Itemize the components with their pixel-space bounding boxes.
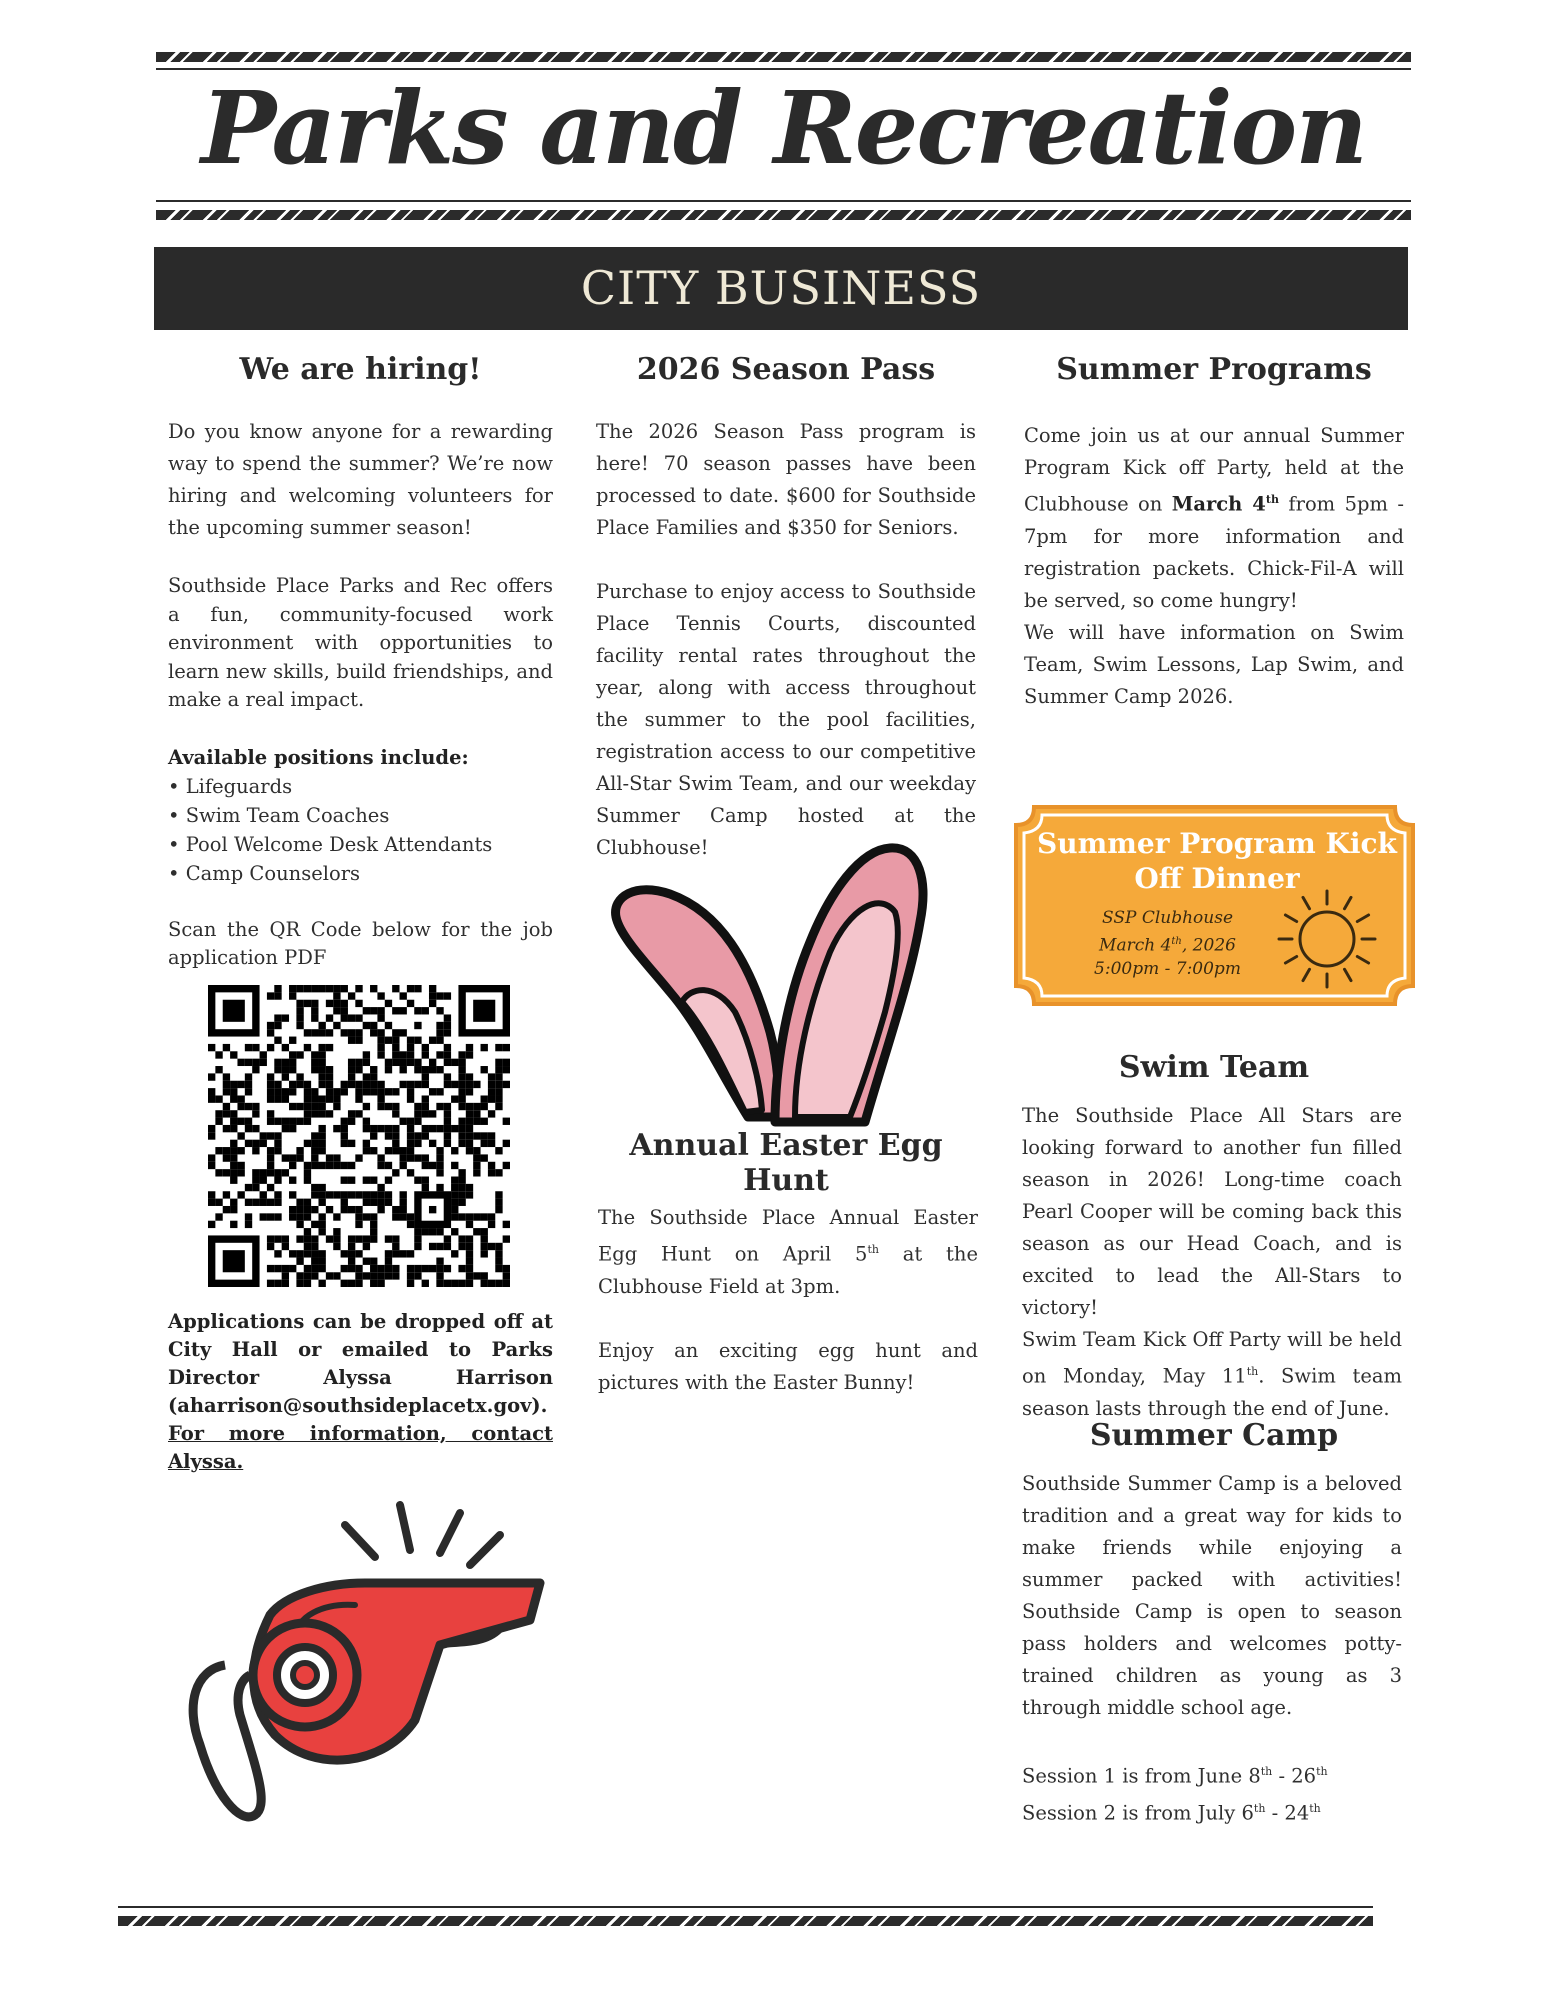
positions-label: Available positions include: xyxy=(168,745,469,769)
ticket-location: SSP Clubhouse xyxy=(1101,908,1234,928)
swim-team-para-2: Swim Team Kick Off Party will be held on Monday, May 11th. Swim team season lasts through the end of June. xyxy=(1022,1328,1402,1420)
season-pass-body xyxy=(596,416,976,864)
hiring-para-1: Do you know anyone for a rewarding way to spend the summer? We’re now hiring and welcoming volunteers for the upcoming summer season! xyxy=(168,420,553,539)
summer-programs-heading: Summer Programs xyxy=(1056,352,1372,387)
season-pass-para-2: Purchase to enjoy access to Southside Place Tennis Courts, discounted facility rental rates throughout the year, along with access throughout the summer to the pool facilities, registration access to our competitive All-Star Swim Team, and our weekday Summer Camp hosted at the Clubhouse! xyxy=(596,580,976,859)
whistle-sound-line xyxy=(470,1535,500,1565)
position-item: • Pool Welcome Desk Attendants xyxy=(168,832,493,856)
swim-team-heading: Swim Team xyxy=(1118,1050,1310,1085)
top-decorative-rule xyxy=(156,52,1411,62)
scan-instructions: Scan the QR Code below for the job application PDF xyxy=(168,917,553,969)
whistle-sound-line xyxy=(400,1505,410,1550)
ticket-title: Summer Program Kick Off Dinner xyxy=(1037,827,1397,895)
summer-programs-body xyxy=(1024,420,1404,713)
masthead-lower-thin-rule xyxy=(156,200,1411,202)
bunny-ears-icon xyxy=(610,842,940,1132)
session-1: Session 1 is from June 8th - 26th xyxy=(1022,1764,1328,1788)
easter-body xyxy=(598,1202,978,1399)
summer-camp-para-1: Southside Summer Camp is a beloved tradition and a great way for kids to make friends while enjoying a summer packed with activities! Southside Camp is open to season pass holders and welcomes potty-trained children as young as 3 through middle school age. xyxy=(1022,1472,1402,1719)
application-info xyxy=(168,1308,553,1476)
masthead-title: Parks and Recreation xyxy=(201,69,1366,187)
position-item: • Swim Team Coaches xyxy=(168,803,390,827)
whistle-sound-line xyxy=(440,1513,460,1553)
hiring-para-2: Southside Place Parks and Rec offers a fun, community-focused work environment with opportunities to learn new skills, build friendships, and make a real impact. xyxy=(168,574,553,711)
summer-programs-para-1: Come join us at our annual Summer Program Kick off Party, held at the Clubhouse on March 4th from 5pm - 7pm for more information and registration packets. Chick-Fil-A will be served, so come hungry! xyxy=(1024,424,1404,612)
masthead-lower-rule xyxy=(156,210,1411,220)
easter-para-1: The Southside Place Annual Easter Egg Hunt on April 5th at the Clubhouse Field at 3pm. xyxy=(598,1206,978,1298)
swim-team-para-1: The Southside Place All Stars are looking forward to another fun filled season in 2026! Long-time coach Pearl Cooper will be coming back this season as our Head Coach, and is excited to lead the All-Stars to victory! xyxy=(1022,1104,1402,1319)
easter-heading: Annual Easter Egg Hunt xyxy=(629,1128,943,1198)
bottom-thin-rule xyxy=(118,1906,1373,1908)
position-item: • Camp Counselors xyxy=(168,861,361,885)
season-pass-heading: 2026 Season Pass xyxy=(636,352,936,387)
hiring-body xyxy=(168,416,553,972)
session-2: Session 2 is from July 6th - 24th xyxy=(1022,1801,1321,1824)
section-banner: CITY BUSINESS xyxy=(154,247,1408,330)
contact-link[interactable]: For more information, contact Alyssa. xyxy=(168,1422,553,1473)
whistle-sound-line xyxy=(345,1525,375,1557)
season-pass-para-1: The 2026 Season Pass program is here! 70 season passes have been processed to date. $600 for Southside Place Families and $350 for Seniors. xyxy=(596,420,976,539)
application-text: Applications can be dropped off at City Hall or emailed to Parks Director Alyssa Harrison (aharrison@southsideplacetx.gov). xyxy=(168,1310,553,1417)
easter-para-2: Enjoy an exciting egg hunt and pictures with the Easter Bunny! xyxy=(598,1338,978,1394)
bottom-decorative-rule xyxy=(118,1916,1373,1926)
ticket-time: 5:00pm - 7:00pm xyxy=(1094,958,1241,979)
hiring-heading: We are hiring! xyxy=(239,352,482,387)
swim-team-body xyxy=(1022,1100,1402,1425)
summer-camp-body xyxy=(1022,1468,1402,1829)
ticket-date: March 4th, 2026 xyxy=(1099,935,1236,956)
qr-code-icon[interactable] xyxy=(208,985,510,1287)
summer-camp-heading: Summer Camp xyxy=(1089,1418,1339,1453)
summer-programs-para-2: We will have information on Swim Team, Swim Lessons, Lap Swim, and Summer Camp 2026. xyxy=(1024,620,1404,708)
whistle-icon xyxy=(185,1495,550,1830)
positions-list xyxy=(168,772,553,888)
ticket-details xyxy=(1080,907,1255,981)
position-item: • Lifeguards xyxy=(168,774,293,798)
sun-icon xyxy=(1272,884,1382,994)
